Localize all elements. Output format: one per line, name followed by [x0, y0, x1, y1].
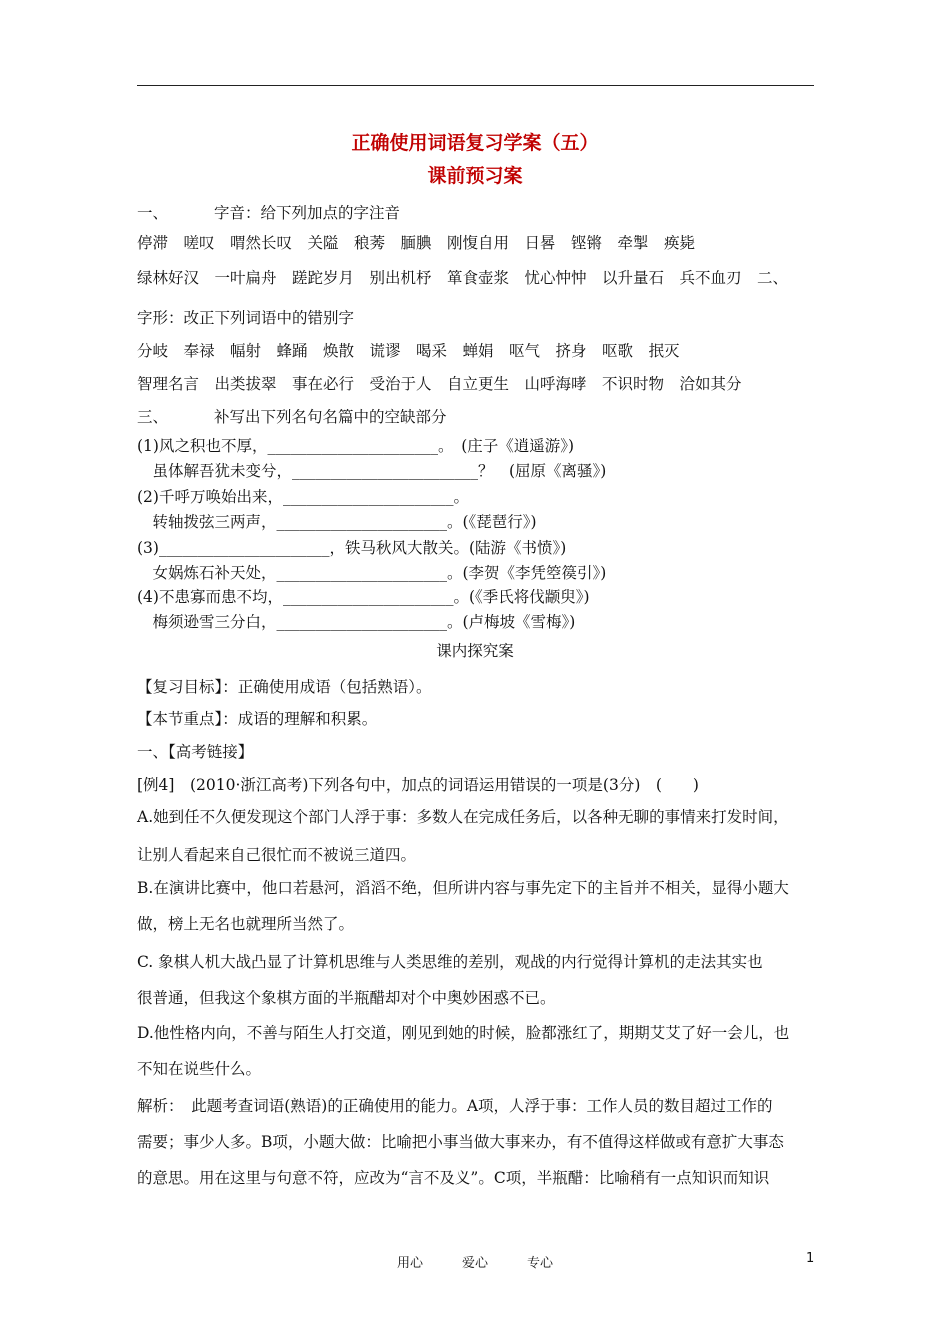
inclass-heading: 课内探究案 — [436, 642, 514, 660]
footer-text: 用心 爱心 专心 — [396, 1256, 553, 1271]
doc-title: 正确使用词语复习学案（五） — [351, 132, 599, 154]
analysis-line3: 的意思。用在这里与句意不符，应改为“言不及义”。C项，半瓶醋：比喻稍有一点知识而知识 — [137, 1169, 770, 1187]
quote-line: 转轴拨弦三两声，______________________。(《琵琶行》) — [137, 513, 537, 531]
analysis-line1: 解析： 此题考查词语(熟语)的正确使用的能力。A项，人浮于事：工作人员的数目超过工作的 — [137, 1097, 773, 1115]
section2-heading: 字形：改正下列词语中的错别字 — [137, 309, 355, 327]
quote-line: 女娲炼石补天处，______________________。(李贺《李凭箜篌引》) — [137, 564, 607, 582]
option-c-line2: 很普通，但我这个象棋方面的半瓶醋却对个中奥妙困惑不已。 — [137, 989, 556, 1007]
quote-line: (4)不患寡而患不均，______________________。(《季氏将伐颛臾》) — [137, 588, 590, 606]
section1-heading — [137, 201, 400, 223]
option-b-line2: 做，榜上无名也就理所当然了。 — [137, 915, 355, 933]
option-d-line2: 不知在说些什么。 — [137, 1060, 262, 1078]
section2-row2: 智理名言 出类拔翠 事在必行 受治于人 自立更生 山呼海哮 不识时物 洽如其分 — [137, 375, 742, 393]
section3-title: 补写出下列名句名篇中的空缺部分 — [214, 408, 447, 426]
analysis-line2: 需要；事少人多。B项，小题大做：比喻把小事当做大事来办，有不值得这样做或有意扩大事态 — [137, 1133, 784, 1151]
exam-link-heading: 一、【高考链接】 — [137, 743, 254, 761]
section1-row2: 绿林好汉 一叶扁舟 蹉跎岁月 别出机杼 箪食壶浆 忧心忡忡 以升量石 兵不血刃 二、 — [137, 269, 789, 287]
section3-number: 三、 — [137, 408, 169, 426]
section1-number: 一、 — [137, 204, 169, 222]
option-c-line1: C. 象棋人机大战凸显了计算机思维与人类思维的差别，观战的内行觉得计算机的走法其实也 — [137, 953, 763, 971]
section2-row1: 分岐 奉禄 幅射 蜂踊 焕散 谎谬 喝采 蝉娟 呕气 挤身 呕歌 抿灭 — [137, 342, 680, 360]
section-focus: 【本节重点】：成语的理解和积累。 — [137, 710, 378, 728]
doc-subtitle: 课前预习案 — [427, 165, 523, 187]
option-b-line1: B.在演讲比赛中，他口若悬河，滔滔不绝，但所讲内容与事先定下的主旨并不相关，显得小题大 — [137, 879, 789, 897]
option-d-line1: D.他性格内向，不善与陌生人打交道，刚见到她的时候，脸都涨红了，期期艾艾了好一会儿，也 — [137, 1024, 790, 1042]
option-a-line1: A.她到任不久便发现这个部门人浮于事：多数人在完成任务后，以各种无聊的事情来打发时间， — [137, 808, 789, 826]
example-question: [例4] (2010·浙江高考)下列各句中，加点的词语运用错误的一项是(3分) ( ) — [137, 776, 699, 794]
quote-line: 虽体解吾犹未变兮，________________________？ (屈原《离骚》) — [137, 462, 607, 480]
option-a-line2: 让别人看起来自己很忙而不被说三道四。 — [137, 846, 417, 864]
quote-line: (1)风之积也不厚，______________________。 (庄子《逍遥游》) — [137, 437, 575, 455]
section3-heading — [137, 405, 447, 427]
quote-line: 梅须逊雪三分白，______________________。(卢梅坡《雪梅》) — [137, 613, 576, 631]
page-number: 1 — [806, 1251, 815, 1266]
review-goal: 【复习目标】：正确使用成语（包括熟语）。 — [137, 678, 432, 696]
section1-title: 字音：给下列加点的字注音 — [214, 204, 401, 222]
quote-line: (3)______________________，铁马秋风大散关。(陆游《书愤》) — [137, 539, 567, 557]
header-rule — [137, 85, 814, 86]
quote-line: (2)千呼万唤始出来，______________________。 — [137, 488, 469, 506]
section1-row1: 停滞 嗟叹 喟然长叹 关隘 稂莠 腼腆 刚愎自用 日晷 铿锵 牵掣 痪毙 — [137, 234, 696, 252]
